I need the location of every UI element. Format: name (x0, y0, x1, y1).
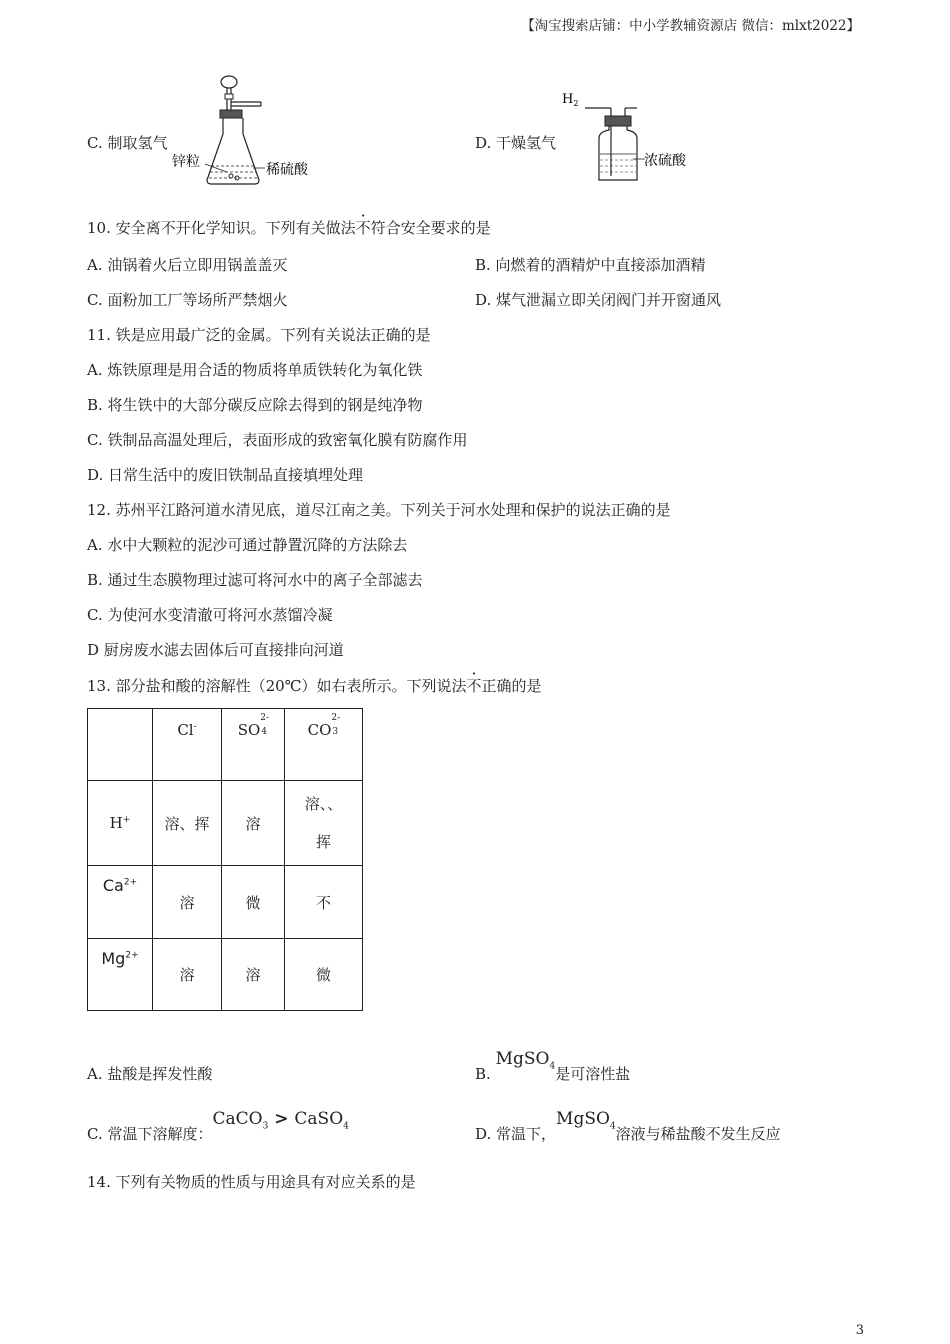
q11-option-a: A. 炼铁原理是用合适的物质将单质铁转化为氧化铁 (87, 361, 423, 379)
q10-option-c: C. 面粉加工厂等场所严禁烟火 (87, 291, 288, 309)
gas-drying-bottle (555, 86, 705, 186)
table-cell: 溶 (222, 939, 285, 1011)
q14-stem: 14. 下列有关物质的性质与用途具有对应关系的是 (87, 1173, 416, 1191)
q13-option-c: C. 常温下溶解度：CaCO$_3$ > CaSO$_4$ (87, 1109, 349, 1143)
q12-option-d: D 厨房废水滤去固体后可直接排向河道 (87, 641, 344, 659)
formula-mgso4: MgSO$_4$ (495, 1049, 556, 1072)
table-corner-cell (88, 709, 153, 781)
q10-option-b: B. 向燃着的酒精炉中直接添加酒精 (475, 256, 706, 274)
page-number: 3 (855, 1323, 864, 1338)
q11-option-d: D. 日常生活中的废旧铁制品直接填埋处理 (87, 466, 364, 484)
table-cell: 微 (285, 939, 363, 1011)
solubility-table (87, 708, 363, 1011)
q10-option-a: A. 油锅着火后立即用锅盖盖灭 (87, 256, 288, 274)
hydrogen-generation-apparatus (165, 72, 335, 192)
dilute-acid-label: 稀硫酸 (266, 162, 308, 178)
table-cell: 微 (222, 866, 285, 939)
q11-stem: 11. 铁是应用最广泛的金属。下列有关说法正确的是 (87, 326, 431, 344)
formula-caco3-gt-caso4: CaCO$_3$ > CaSO$_4$ (212, 1109, 349, 1132)
q9-option-d: D. 干燥氢气 (475, 134, 557, 152)
q11-option-b: B. 将生铁中的大部分碳反应除去得到的钢是纯净物 (87, 396, 423, 414)
table-cell: 溶 (153, 939, 222, 1011)
q12-option-a: A. 水中大颗粒的泥沙可通过静置沉降的方法除去 (87, 536, 408, 554)
emphasis-dot-char: 不 (355, 219, 371, 237)
table-header-co3: CO 2- 3 (285, 709, 363, 781)
table-cell: 不 (285, 866, 363, 939)
zinc-label: 锌粒 (172, 154, 200, 170)
q11-option-c: C. 铁制品高温处理后，表面形成的致密氧化膜有防腐作用 (87, 431, 468, 449)
q12-option-b: B. 通过生态膜物理过滤可将河水中的离子全部滤去 (87, 571, 423, 589)
h2-label: $H_2$ (562, 92, 579, 108)
formula-mgso4: MgSO$_4$ (556, 1109, 616, 1132)
table-row-ion-ca: $Ca^{2+}$ (88, 866, 153, 939)
table-cell: 溶 (222, 781, 285, 866)
table-header-so4: SO 2- 4 (222, 709, 285, 781)
page-header: 【淘宝搜索店铺：中小学教辅资源店 微信：mlxt2022】 (521, 18, 860, 34)
table-cell: 溶、挥 (153, 781, 222, 866)
table-header-cl: Cl- (153, 709, 222, 781)
q13-option-a: A. 盐酸是挥发性酸 (87, 1065, 213, 1083)
q13-stem: 13. 部分盐和酸的溶解性（20℃）如右表所示。下列说法不正确的是 (87, 677, 542, 695)
table-row-ion-h: H+ (88, 781, 153, 866)
table-cell: 溶、、 挥 (285, 781, 363, 866)
q13-option-d: D. 常温下，MgSO$_4$溶液与稀盐酸不发生反应 (475, 1109, 781, 1143)
conc-acid-label: 浓硫酸 (644, 153, 686, 169)
emphasis-dot-char: 不 (466, 677, 482, 695)
q10-option-d: D. 煤气泄漏立即关闭阀门并开窗通风 (475, 291, 722, 309)
q12-option-c: C. 为使河水变清澈可将河水蒸馏冷凝 (87, 606, 333, 624)
q9-option-c: C. 制取氢气 (87, 134, 168, 152)
table-row-ion-mg: $Mg^{2+}$ (88, 939, 153, 1011)
q10-stem: 10. 安全离不开化学知识。下列有关做法不符合安全要求的是 (87, 219, 491, 237)
table-cell: 溶 (153, 866, 222, 939)
q13-option-b: B. MgSO$_4$是可溶性盐 (475, 1049, 631, 1083)
q12-stem: 12. 苏州平江路河道水清见底，道尽江南之美。下列关于河水处理和保护的说法正确的是 (87, 501, 671, 519)
